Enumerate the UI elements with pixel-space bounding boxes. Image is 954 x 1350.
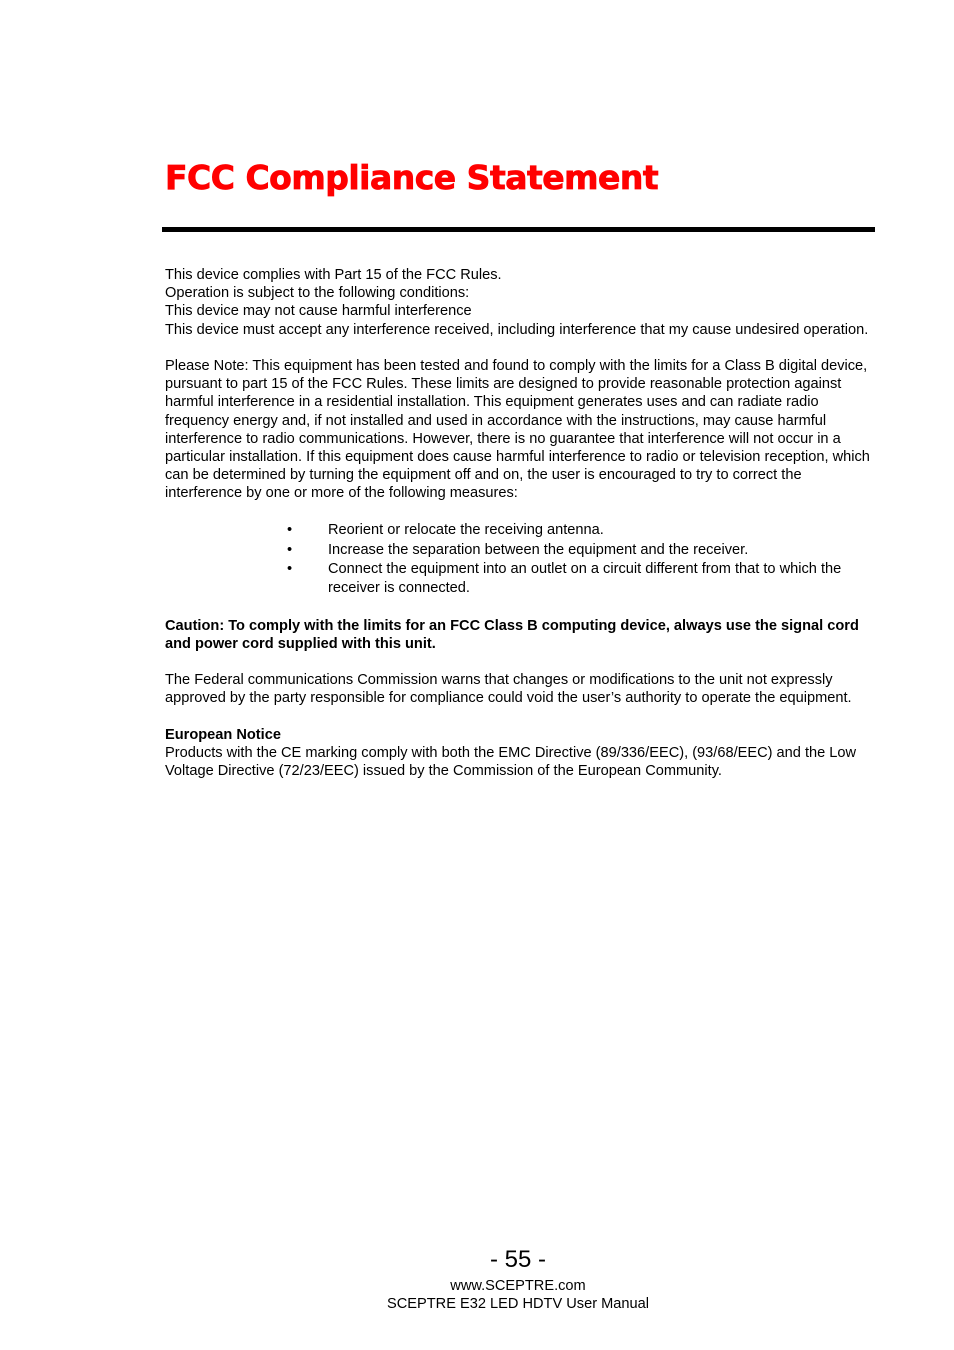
measure-text: Increase the separation between the equipment and the receiver. <box>328 541 749 558</box>
caution-paragraph: Caution: To comply with the limits for an FCC Class B computing device, always use the signal cord and power cord supplied with this unit. <box>165 617 859 652</box>
footer-url: www.SCEPTRE.com <box>450 1278 586 1294</box>
note-paragraph: Please Note: This equipment has been tested and found to comply with the limits for a Class B digital device, pursuant to part 15 of the FCC Rules. These limits are designed to provide reasonable protection against harmful interference in a residential installation. This equipment generates uses and can radiate radio frequency energy and, if not installed and used in accordance with the instructions, may cause harmful interference to radio communications. However, there is no guarantee that interference will not occur in a particular installation. If this equipment does cause harmful interference to radio or television reception, which can be determined by turning the equipment off and on, the user is encouraged to try to correct the interference by one or more of the following measures: <box>165 358 870 502</box>
bullet-icon: • <box>287 561 293 578</box>
bullet-icon: • <box>287 521 293 538</box>
page-number: - 55 - <box>489 1246 546 1273</box>
list-item <box>287 560 877 596</box>
intro-line: This device complies with Part 15 of the FCC Rules. <box>165 267 502 283</box>
title-divider <box>162 227 875 232</box>
measures-list <box>165 521 877 597</box>
measure-text: Connect the equipment into an outlet on a circuit different from that to which the receiver is connected. <box>328 561 842 596</box>
list-item <box>287 521 877 539</box>
footer-manual-title: SCEPTRE E32 LED HDTV User Manual <box>387 1296 649 1312</box>
intro-line: This device must accept any interference received, including interference that my cause undesired operation. <box>165 321 869 338</box>
fcc-warning-paragraph: The Federal communications Commission warns that changes or modifications to the unit not expressly approved by the party responsible for compliance could void the user’s authority to operate the equipment. <box>165 672 852 707</box>
intro-line: Operation is subject to the following conditions: <box>165 285 470 302</box>
bullet-icon: • <box>287 541 293 558</box>
intro-line: This device may not cause harmful interference <box>165 303 472 320</box>
european-notice-paragraph: Products with the CE marking comply with both the EMC Directive (89/336/EEC), (93/68/EEC) and the Low Voltage Directive (72/23/EEC) issued by the Commission of the European Community. <box>165 744 857 780</box>
measure-text: Reorient or relocate the receiving antenna. <box>328 521 604 538</box>
page-title: FCC Compliance Statement <box>165 158 659 197</box>
european-notice-heading: European Notice <box>165 726 281 743</box>
document-body <box>165 266 877 780</box>
list-item <box>287 541 877 559</box>
